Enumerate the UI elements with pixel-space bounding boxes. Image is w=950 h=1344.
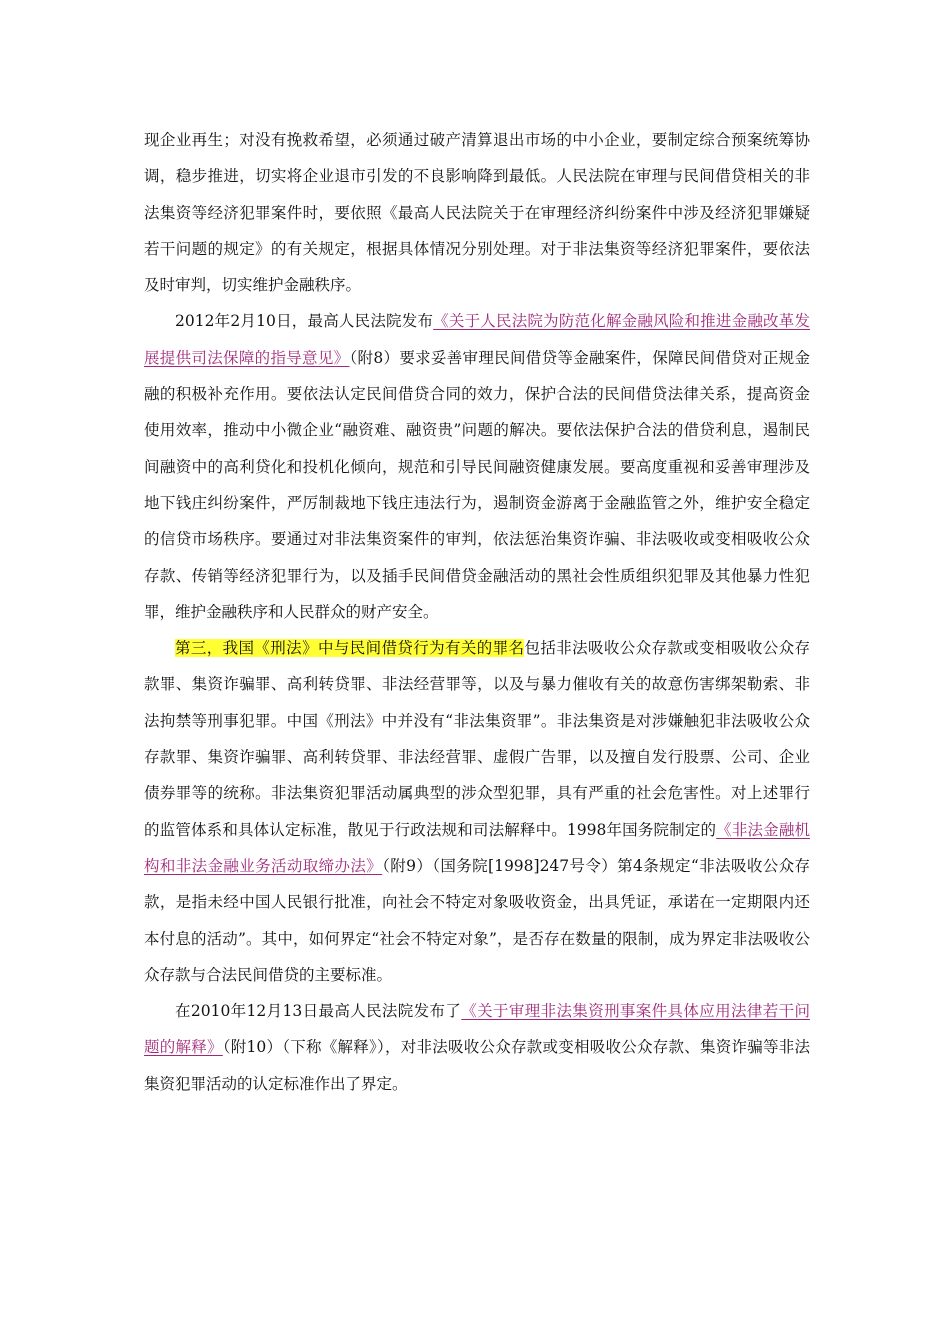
paragraph-3: [144, 630, 810, 993]
paragraph-4-text-before: 在2010年12月13日最高人民法院发布了: [175, 1002, 462, 1021]
paragraph-1: [144, 122, 810, 303]
link-illegal-financial-measures[interactable]: 《非法金融机构和非法金融业务活动取缔办法》: [144, 820, 810, 875]
paragraph-3-text-before: 包括非法吸收公众存款或变相吸收公众存款罪、集资诈骗罪、高利转贷罪、非法经营罪等，以及与暴力催收有关的故意伤害绑架勒索、非法拘禁等刑事犯罪。中国《刑法》中并没有“非法集资罪”。非法集资是对涉嫌触犯非法吸收公众存款罪、集资诈骗罪、高利转贷罪、非法经营罪、虚假广告罪，以及擅自发行股票、公司、企业债券罪等的统称。非法集资犯罪活动属典型的涉众型犯罪，具有严重的社会危害性。对上述罪行的监管体系和具体认定标准，散见于行政法规和司法解释中。1998年国务院制定的: [144, 639, 810, 839]
highlighted-heading: 第三，我国《刑法》中与民间借贷行为有关的罪名: [175, 639, 525, 658]
link-illegal-fundraising-interpretation[interactable]: 《关于审理非法集资刑事案件具体应用法律若干问题的解释》: [144, 1002, 810, 1057]
document-page: [144, 122, 810, 1102]
paragraph-2: [144, 303, 810, 630]
paragraph-3-text-after: （附9）（国务院[1998]247号令）第4条规定“非法吸收公众存款，是指未经中国人民银行批准，向社会不特定对象吸收资金，出具凭证，承诺在一定期限内还本付息的活动”。其中，如何界定“社会不特定对象”，是否存在数量的限制，成为界定非法吸收公众存款与合法民间借贷的主要标准。: [144, 856, 810, 984]
paragraph-4: [144, 993, 810, 1102]
paragraph-1-text: 现企业再生；对没有挽救希望，必须通过破产清算退出市场的中小企业，要制定综合预案统筹协调，稳步推进，切实将企业退市引发的不良影响降到最低。人民法院在审理与民间借贷相关的非法集资等经济犯罪案件时，要依照《最高人民法院关于在审理经济纠纷案件中涉及经济犯罪嫌疑若干问题的规定》的有关规定，根据具体情况分别处理。对于非法集资等经济犯罪案件，要依法及时审判，切实维护金融秩序。: [144, 131, 810, 295]
paragraph-2-text-before: 2012年2月10日，最高人民法院发布: [175, 312, 434, 331]
paragraph-4-text-after: （附10）（下称《解释》），对非法吸收公众存款或变相吸收公众存款、集资诈骗等非法集资犯罪活动的认定标准作出了界定。: [144, 1038, 810, 1093]
paragraph-2-text-after: （附8）要求妥善审理民间借贷等金融案件，保障民间借贷对正规金融的积极补充作用。要依法认定民间借贷合同的效力，保护合法的民间借贷法律关系，提高资金使用效率，推动中小微企业“融资难、融资贵”问题的解决。要依法保护合法的借贷利息，遏制民间融资中的高利贷化和投机化倾向，规范和引导民间融资健康发展。要高度重视和妥善审理涉及地下钱庄纠纷案件，严厉制裁地下钱庄违法行为，遏制资金游离于金融监管之外，维护安全稳定的信贷市场秩序。要通过对非法集资案件的审判，依法惩治集资诈骗、非法吸收或变相吸收公众存款、传销等经济犯罪行为，以及插手民间借贷金融活动的黑社会性质组织犯罪及其他暴力性犯罪，维护金融秩序和人民群众的财产安全。: [144, 348, 810, 621]
link-financial-risk-guidance[interactable]: 《关于人民法院为防范化解金融风险和推进金融改革发展提供司法保障的指导意见》: [144, 312, 810, 367]
